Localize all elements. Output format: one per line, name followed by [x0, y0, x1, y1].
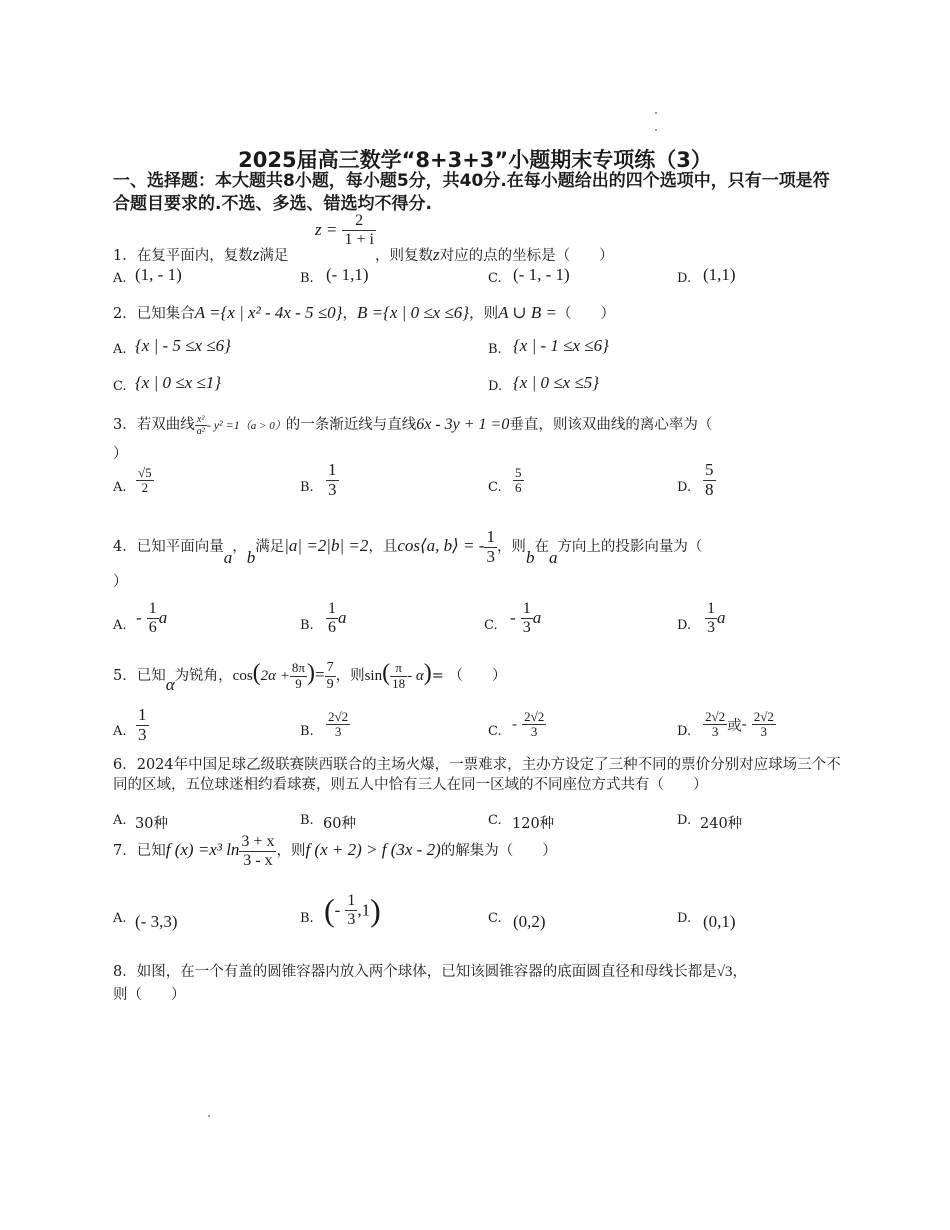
q5-opt-c-frac [522, 710, 546, 740]
q3-label-a: A. [113, 480, 127, 495]
q4-opt-c-vec: a [532, 608, 542, 628]
q4-opt-d-vec: a [717, 608, 726, 628]
q2-option-d: {x | 0 ≤x ≤5} [513, 373, 600, 392]
q3-opt-b-num: 1 [328, 460, 337, 479]
q3-label-c: C. [488, 480, 502, 495]
q6-option-c: 120种 [512, 816, 555, 832]
q8-root: √3 [716, 964, 733, 980]
q4-label-c: C. [484, 618, 498, 633]
question-8 [113, 960, 747, 981]
question-7 [113, 833, 557, 869]
q2-set-a: A ={x | x² - 4x - 5 ≤0} [194, 303, 343, 322]
q4-opt-d-frac [705, 600, 717, 636]
q3-opt-c-frac [513, 466, 524, 496]
q3-hyperbola-frac [195, 414, 207, 437]
q1-post [375, 244, 614, 265]
q5-option-c [512, 710, 546, 740]
q5-n1: 8π [291, 660, 305, 676]
q3-opt-a-den: 2 [141, 480, 149, 496]
q5-mid: 为锐角， [174, 668, 233, 684]
q3-opt-d-den: 8 [705, 479, 714, 499]
q5-arg1: 2α + [260, 668, 290, 684]
q7-opt-b-num: 1 [347, 892, 356, 910]
q6-label-b: B. [300, 813, 314, 828]
q7-opt-b-sign: - [334, 900, 341, 920]
q5-n3: π [390, 661, 407, 676]
q5-opt-c-den: 3 [530, 724, 538, 740]
q4-then: ，则 [496, 539, 526, 556]
q2-pre: 2．已知集合 [113, 306, 195, 322]
q4-opt-b-num: 1 [328, 600, 336, 617]
q4-opt-c-frac [521, 600, 533, 636]
q3-opt-c-num: 5 [515, 465, 522, 480]
q7-label-c: C. [488, 911, 502, 926]
q7-d: 3 - x [243, 851, 273, 869]
q7-opt-b-frac [345, 892, 357, 928]
q3-hrest: - y² =1 [206, 418, 240, 432]
q3-option-a [136, 466, 154, 496]
q8-end: ， [732, 964, 747, 980]
q6-label-d: D. [677, 813, 692, 828]
q5-frac1 [290, 661, 307, 691]
q4-vec-a: a [223, 548, 233, 568]
q7-opt-b-rest: ,1 [357, 900, 371, 920]
q2-label-b: B. [488, 342, 502, 357]
scan-dot [208, 1115, 210, 1117]
q3-opt-d-frac [703, 461, 716, 499]
q7-option-a: (- 3,3) [135, 912, 178, 931]
q5-opt-d-frac1 [703, 710, 727, 740]
q4-pre: 4．已知平面向量 [113, 539, 224, 556]
q5-opt-b-num: 2√2 [328, 709, 349, 724]
q5-n2: 7 [326, 660, 334, 676]
q5-opt-d-num2: 2√2 [753, 709, 774, 724]
q5-opt-b-den: 3 [334, 724, 342, 740]
q3-label-b: B. [300, 480, 314, 495]
q4-opt-b-den: 6 [328, 618, 336, 636]
q1-formula [315, 212, 376, 248]
q5-alpha: α [165, 675, 175, 694]
q7-label-a: A. [113, 911, 127, 926]
q5-d3: 18 [392, 675, 406, 691]
q1-mid: 满足 [259, 248, 289, 264]
q4-opt-a-den: 6 [148, 618, 157, 636]
q5-opt-d-den1: 3 [711, 724, 719, 740]
q2-paren: （ ） [557, 306, 616, 322]
q4-option-b [326, 600, 347, 636]
q1-z2: z [433, 245, 440, 264]
q5-sin: sin [364, 668, 383, 684]
q1-option-b: (- 1,1) [326, 265, 369, 284]
q7-opt-b-rparen: ) [370, 892, 381, 928]
q4-sep: ， [232, 539, 247, 556]
q2-comma: ， [342, 306, 357, 322]
q3-opt-a-frac [136, 466, 154, 496]
scan-dot [655, 112, 657, 114]
q1-eq: z = [315, 220, 338, 240]
q7-option-b [324, 892, 381, 929]
q4-and: ，且 [368, 539, 398, 556]
q4-cos: cos⟨a, b⟩ = - [397, 536, 485, 556]
q1-label-d: D. [677, 271, 692, 286]
q5-option-b [326, 710, 350, 740]
q1-num: 2 [342, 212, 375, 231]
q2-label-c: C. [113, 379, 127, 394]
q1-label-c: C. [488, 271, 502, 286]
q4-vec-b2: b [525, 548, 535, 568]
q3-option-c [513, 466, 524, 496]
q5-label-b: B. [300, 724, 314, 739]
q5-label-d: D. [677, 724, 692, 739]
q3-opt-a-num: √5 [138, 465, 152, 480]
q1-post2: 对应的点的坐标是（ ） [439, 248, 614, 264]
q5-label-a: A. [113, 724, 127, 739]
q5-arg2: - α [407, 668, 424, 684]
question-3 [113, 413, 712, 437]
q4-option-c [510, 600, 541, 636]
q5-option-a [136, 706, 149, 744]
q4-post: 方向上的投影向量为（ [557, 539, 703, 556]
q5-opt-a-den: 3 [138, 724, 147, 744]
page-title: 2025届高三数学“8+3+3”小题期末专项练（3） [238, 148, 712, 172]
q7-ineq: f (x + 2) > f (3x - 2) [305, 840, 441, 860]
q3-ha: a² [196, 425, 205, 437]
q3-hx: x² [195, 414, 207, 426]
q6-option-a: 30种 [135, 816, 168, 832]
q4-option-d [705, 600, 726, 636]
q5-pre: 5．已知 [113, 668, 166, 684]
q2-label-a: A. [113, 342, 127, 357]
q4-opt-c-den: 3 [522, 618, 531, 636]
q3-option-b [326, 461, 339, 499]
q2-set-b: B ={x | 0 ≤x ≤6} [356, 303, 470, 322]
q7-pre: 7．已知 [113, 843, 166, 860]
q5-frac3 [390, 661, 407, 691]
q3-close: ） [113, 446, 128, 462]
q5-d2: 9 [326, 676, 334, 692]
q1-pre: 1．在复平面内，复数 [113, 248, 253, 264]
q4-opt-a-num: 1 [148, 600, 157, 617]
q7-post: 的解集为（ ） [440, 843, 557, 860]
q4-d: 3 [486, 546, 495, 566]
q3-post: 垂直，则该双曲线的离心率为（ [509, 417, 713, 433]
q3-pre: 3．若双曲线 [113, 417, 195, 433]
q5-option-d [703, 710, 776, 740]
q2-union: A ∪ B = [498, 303, 558, 322]
q6-option-d: 240种 [700, 816, 743, 832]
q3-opt-d-num: 5 [705, 460, 714, 479]
q1-label-b: B. [300, 271, 314, 286]
q4-opt-a-sign: - [136, 608, 142, 628]
q5-eq: = [315, 665, 325, 684]
q7-opt-b-den: 3 [347, 911, 356, 928]
q4-label-d: D. [677, 618, 692, 633]
q5-opt-d-or: 或 [727, 718, 742, 735]
q4-opt-d-den: 3 [707, 618, 715, 636]
q5-opt-b-frac [326, 710, 350, 740]
q5-lparen1: ( [252, 660, 261, 686]
q5-opt-d-den2: 3 [760, 724, 768, 740]
section-heading: 一、选择题：本大题共8小题，每小题5分，共40分.在每小题给出的四个选项中，只有一项是符合题目要求的.不选、多选、错选均不得分. [113, 171, 830, 214]
q7-option-d: (0,1) [703, 912, 736, 931]
q2-option-a: {x | - 5 ≤x ≤6} [135, 336, 231, 355]
q4-label-a: A. [113, 618, 127, 633]
q4-opt-b-vec: a [338, 608, 347, 628]
q2-label-d: D. [488, 379, 503, 394]
q4-vec-a2: a [548, 548, 558, 568]
q5-opt-c-num: 2√2 [524, 709, 545, 724]
q1-label-a: A. [113, 271, 127, 286]
q1-z: z [252, 245, 260, 264]
q7-label-b: B. [300, 911, 314, 926]
q4-option-a [136, 600, 167, 636]
q5-opt-d-num1: 2√2 [705, 709, 726, 724]
q5-opt-a-frac [136, 706, 149, 744]
q4-label-b: B. [300, 618, 314, 633]
q5-rparen2: ) [423, 660, 432, 686]
q4-n: 1 [486, 527, 495, 546]
q2-option-c: {x | 0 ≤x ≤1} [135, 373, 222, 392]
q4-opt-c-sign: - [510, 608, 516, 628]
q5-opt-a-num: 1 [138, 705, 147, 724]
q5-lparen2: ( [382, 660, 391, 686]
q5-frac2 [325, 660, 336, 692]
q3-opt-b-den: 3 [328, 479, 337, 499]
q7-n: 3 + x [241, 833, 275, 850]
q4-opt-a-vec: a [158, 608, 168, 628]
q1-option-c: (- 1, - 1) [513, 265, 570, 284]
question-4 [113, 528, 702, 568]
q5-then: ，则 [335, 668, 365, 684]
q4-vec-b: b [246, 548, 256, 568]
q7-f: f (x) =x³ ln [165, 840, 240, 860]
scan-dot [655, 129, 657, 131]
q4-abs: |a| =2|b| =2 [284, 536, 369, 556]
q4-cos-frac [484, 528, 497, 566]
q8-text: 8．如图，在一个有盖的圆锥容器内放入两个球体，已知该圆锥容器的底面圆直径和母线长都是 [113, 964, 717, 980]
q4-opt-d-num: 1 [707, 600, 715, 617]
q2-option-b: {x | - 1 ≤x ≤6} [513, 336, 609, 355]
q4-in: 在 [534, 539, 549, 556]
q8-line2: 则（ ） [113, 987, 186, 1003]
q2-post: ，则 [469, 306, 499, 322]
q7-log-frac [239, 833, 276, 869]
q1-den: 1 + i [344, 230, 374, 248]
q5-cos: cos [232, 668, 253, 684]
question-2 [113, 302, 615, 323]
q7-then: ，则 [276, 843, 306, 860]
q5-opt-c-sign: - [512, 716, 517, 733]
q3-line: 6x - 3y + 1 =0 [416, 416, 510, 433]
q4-close: ） [113, 574, 128, 590]
q5-rparen1: ) [307, 660, 315, 686]
q3-cond: （a > 0） [239, 420, 286, 432]
q5-d1: 9 [295, 675, 302, 691]
q1-fraction [342, 212, 375, 248]
question-1 [113, 244, 288, 265]
q7-opt-b-lparen: ( [324, 892, 335, 928]
q4-opt-b-frac [326, 600, 338, 636]
q3-opt-c-den: 6 [515, 480, 522, 496]
q6-option-b: 60种 [323, 816, 356, 832]
question-5 [113, 660, 507, 695]
q6-label-a: A. [113, 813, 127, 828]
q3-mid: 的一条渐近线与直线 [285, 417, 417, 433]
q5-post: = （ ） [431, 668, 507, 684]
q1-option-a: (1, - 1) [135, 265, 182, 284]
q3-option-d [703, 461, 716, 499]
question-6: 6．2024年中国足球乙级联赛陕西联合的主场火爆，一票难求，主办方设定了三种不同的票价分别对应球场三个不同的区域，五位球迷相约看球赛，则五人中恰有三人在同一区域的不同座位方式共有（ ） [113, 757, 841, 793]
q7-option-c: (0,2) [513, 912, 546, 931]
q4-opt-a-frac [147, 600, 159, 636]
q5-opt-d-frac2 [752, 710, 776, 740]
q3-label-d: D. [677, 480, 692, 495]
q1-post-text: ，则复数 [375, 248, 433, 264]
q3-opt-b-frac [326, 461, 339, 499]
q4-mid: 满足 [255, 539, 285, 556]
q5-label-c: C. [488, 724, 502, 739]
q4-opt-c-num: 1 [522, 600, 531, 617]
q1-option-d: (1,1) [703, 265, 736, 284]
q7-label-d: D. [677, 911, 692, 926]
q6-label-c: C. [488, 813, 502, 828]
q5-opt-d-sign: - [741, 716, 747, 733]
